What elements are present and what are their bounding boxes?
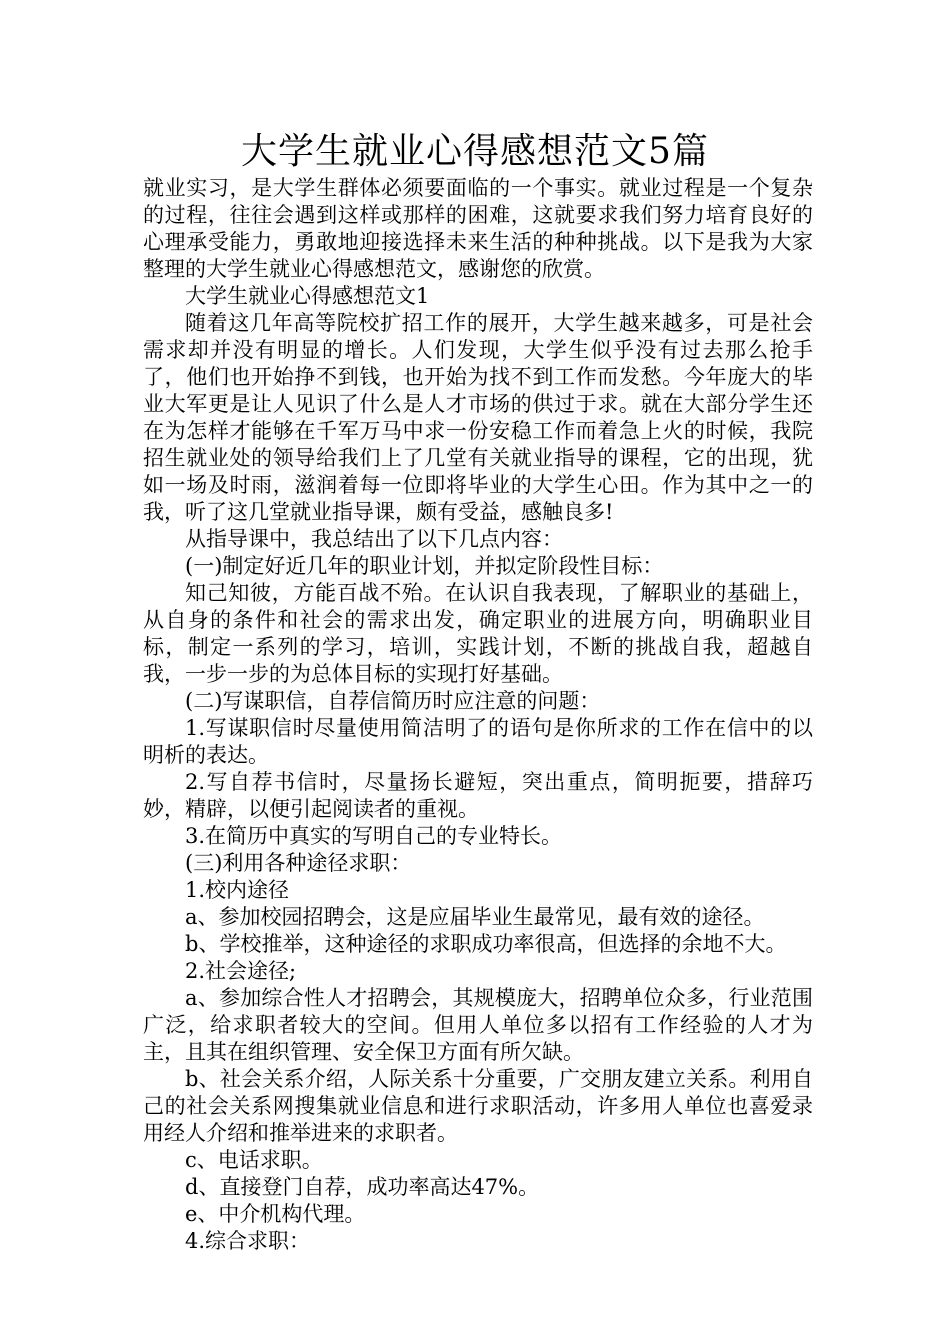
paragraph-list-item: d、直接登门自荐，成功率高达47%。	[185, 1175, 540, 1199]
paragraph-list-item: c、电话求职。	[185, 1148, 323, 1172]
paragraph-list-item: 2.写自荐书信时，尽量扬长避短，突出重点，简明扼要，措辞巧妙，精辟，以便引起阅读者的重视。	[143, 770, 813, 821]
paragraph-list-heading: (三)利用各种途径求职：	[185, 851, 412, 875]
paragraph-body: 从指导课中，我总结出了以下几点内容：	[185, 527, 563, 551]
paragraph-body: 知己知彼，方能百战不殆。在认识自我表现，了解职业的基础上，从自身的条件和社会的需求出发，确定职业的进展方向，明确职业目标，制定一系列的学习，培训，实践计划，不断的挑战自我，超越自我，一步一步的为总体目标的实现打好基础。	[143, 581, 813, 686]
paragraph-list-heading: (一)制定好近几年的职业计划，并拟定阶段性目标：	[185, 554, 664, 578]
paragraph-intro: 就业实习，是大学生群体必须要面临的一个事实。就业过程是一个复杂的过程，往往会遇到这样或那样的困难，这就要求我们努力培育良好的心理承受能力，勇敢地迎接选择未来生活的种种挑战。以下是我为大家整理的大学生就业心得感想范文，感谢您的欣赏。	[143, 176, 813, 281]
document-title: 大学生就业心得感想范文5篇	[241, 131, 709, 172]
paragraph-list-item: b、社会关系介绍，人际关系十分重要，广交朋友建立关系。利用自己的社会关系网搜集就业信息和进行求职活动，许多用人单位也喜爱录用经人介绍和推举进来的求职者。	[143, 1067, 813, 1145]
paragraph-list-item: a、参加综合性人才招聘会，其规模庞大，招聘单位众多，行业范围广泛，给求职者较大的空间。但用人单位多以招有工作经验的人才为主，且其在组织管理、安全保卫方面有所欠缺。	[143, 986, 813, 1064]
paragraph-section-heading: 大学生就业心得感想范文1	[185, 284, 430, 308]
paragraph-list-item: 1.写谋职信时尽量使用简洁明了的语句是你所求的工作在信中的以明析的表达。	[143, 716, 813, 767]
paragraph-list-item: 3.在简历中真实的写明自己的专业特长。	[185, 824, 563, 848]
paragraph-list-item: b、学校推举，这种途径的求职成功率很高，但选择的余地不大。	[185, 932, 787, 956]
paragraph-list-item: 4.综合求职：	[185, 1229, 311, 1253]
paragraph-list-heading: (二)写谋职信，自荐信简历时应注意的问题：	[185, 689, 601, 713]
paragraph-list-item: 2.社会途径;	[185, 959, 297, 983]
document-body	[143, 175, 813, 1255]
paragraph-list-item: e、中介机构代理。	[185, 1202, 366, 1226]
paragraph-list-item: 1.校内途径	[185, 878, 290, 902]
paragraph-body: 随着这几年高等院校扩招工作的展开，大学生越来越多，可是社会需求却并没有明显的增长。人们发现，大学生似乎没有过去那么抢手了，他们也开始挣不到钱，也开始为找不到工作而发愁。今年庞大的毕业大军更是让人见识了什么是人才市场的供过于求。就在大部分学生还在为怎样才能够在千军万马中求一份安稳工作而着急上火的时候，我院招生就业处的领导给我们上了几堂有关就业指导的课程，它的出现，犹如一场及时雨，滋润着每一位即将毕业的大学生心田。作为其中之一的我，听了这几堂就业指导课，颇有受益，感触良多!	[143, 311, 813, 524]
paragraph-list-item: a、参加校园招聘会，这是应届毕业生最常见，最有效的途径。	[185, 905, 765, 929]
